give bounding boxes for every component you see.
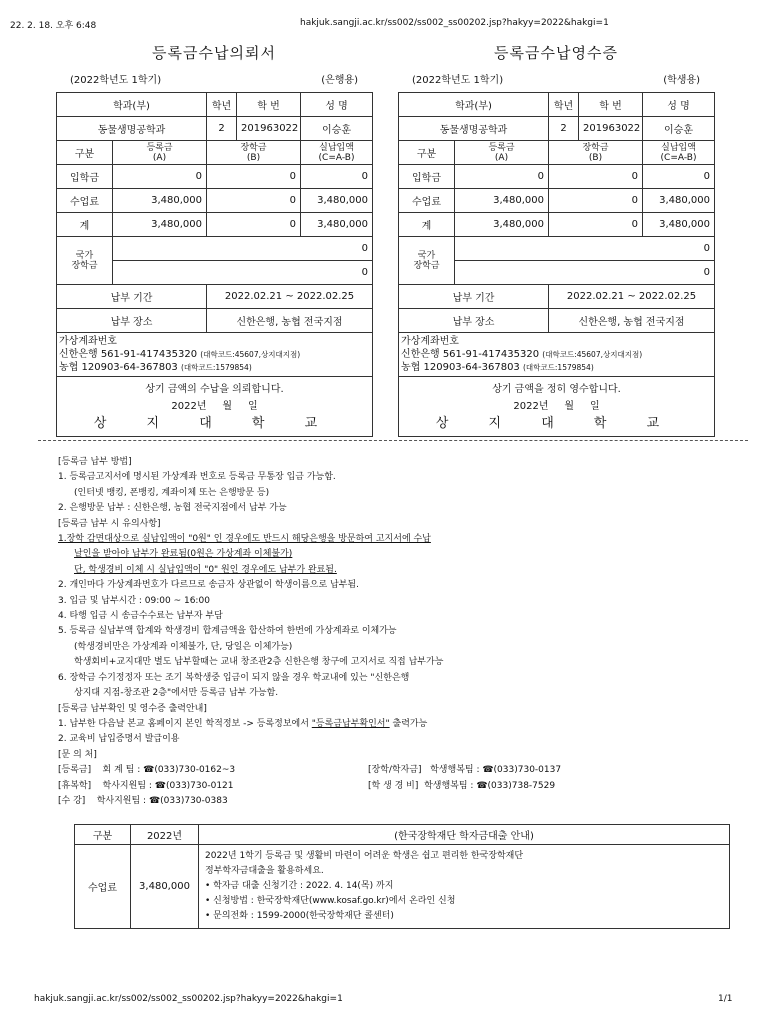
row-label: 수업료 (57, 189, 113, 213)
fee-amount: 3,480,000 (113, 213, 207, 237)
student-receipt (398, 42, 714, 437)
nh-account: 농협 120903-64-367803 (59, 362, 178, 373)
confirmation: 상기 금액의 수납을 의뢰합니다. 2022년 월 일 상 지 대 학 교 (57, 377, 373, 437)
header-scholarship: 장학금 (B) (549, 141, 643, 165)
slip-term: (2022학년도 1학기) (412, 75, 504, 86)
header-name: 성 명 (643, 93, 715, 117)
shinhan-account: 신한은행 561-91-417435320 (59, 349, 198, 360)
period-value: 2022.02.21 ~ 2022.02.25 (207, 285, 373, 309)
scholarship-amount: 0 (207, 189, 301, 213)
header-dept: 학과(부) (57, 93, 207, 117)
cut-line (38, 440, 748, 441)
notes-section: [등록금 납부 방법] 1. 등록금고지서에 명시된 가상계좌 번호로 등록금 무통장 입금 가능함. (인터넷 뱅킹, 폰뱅킹, 계좌이체 또는 은행방문 등) 2. 은행방문 납부 : 신한은행, 농협 전국지점에서 납부 가능 [등록금 납부 시 유의사항] 1.장학 감면대상으로 실납입액이 "0원" 인 경우에도 반드시 해당은행을 방문하여 고지서에 수납 날인을 받아야 납부가 완료됨(0원은 가상계좌 이체불가) 단, 학생경비 이체 시 실납입액이 "0" 원인 경우에도 납부가 완료됨. 2. 개인마다 가상계좌번호가 다르므로 송금자 상관없이 학생이름으로 납부됨. 3. 입금 및 납부시간 : 09:00 ~ 16:00 4. 타행 입금 시 송금수수료는 납부자 부담 5. 등록금 실납부액 합계와 학생경비 합계금액을 합산하여 한번에 가상계좌로 이체가능 (학생경비만은 가상계좌 이체불가, 단, 당일은 이체가능) 학생회비+교지대만 별도 납부할때는 교내 창조관2층 신한은행 창구에 고지서로 직접 납부가능 6. 장학금 수기정정자 또는 조기 복학생중 입금이 되지 않을 경우 학교내에 있는 "신한은행 상지대 지점-창조관 2층"에서만 등록금 납부 가능함. [등록금 납부확인 및 영수증 출력안내] 1. 납부한 다음날 본교 홈페이지 본인 학적정보 -> 등록정보에서 "등록금납부확인서" 출력가능 2. 교육비 납입증명서 발급이용 [문 의 처] [등록금] 회 계 팀 : ☎(033)730-0162~3 [장학/학자금] 학생행복팀 : ☎(033)730-0137 [휴복학] 학사지원팀 : ☎(033)730-0121 [학 생 경 비] 학생행복팀 : ☎(033)738-7529 [수 강] 학사지원팀 : ☎(033)730-0383 (58, 455, 718, 809)
row-label: 수업료 (399, 189, 455, 213)
student-id-value: 201963022 (579, 117, 643, 141)
header-dept: 학과(부) (399, 93, 549, 117)
payment-certificate-link: "등록금납부확인서" (311, 718, 390, 729)
fee-amount: 3,480,000 (455, 189, 549, 213)
name-value: 이승훈 (643, 117, 715, 141)
year-value: 2 (207, 117, 237, 141)
print-header-url: hakjuk.sangji.ac.kr/ss002/ss002_ss00202.jsp?hakyy=2022&hakgi=1 (300, 18, 609, 28)
scholarship-amount: 0 (549, 189, 643, 213)
loan-header-year: 2022년 (131, 825, 199, 845)
name-value: 이승훈 (301, 117, 373, 141)
payment-amount: 3,480,000 (301, 189, 373, 213)
national-scholarship-label: 국가 장학금 (57, 237, 113, 285)
period-label: 납부 기간 (399, 285, 549, 309)
header-name: 성 명 (301, 93, 373, 117)
slip-copy-type: (은행용) (321, 75, 358, 86)
header-payment: 실납입액 (C=A-B) (643, 141, 715, 165)
page-number: 1/1 (718, 994, 733, 1004)
national-scholarship-label: 국가 장학금 (399, 237, 455, 285)
period-label: 납부 기간 (57, 285, 207, 309)
payment-amount: 0 (301, 165, 373, 189)
header-id: 학 번 (237, 93, 301, 117)
contact-item: [장학/학자금] 학생행복팀 : ☎(033)730-0137 (368, 765, 562, 776)
fee-table (56, 92, 373, 437)
period-value: 2022.02.21 ~ 2022.02.25 (549, 285, 715, 309)
fee-amount: 0 (113, 165, 207, 189)
header-fee: 등록금 (A) (455, 141, 549, 165)
caution-title: [등록금 납부 시 유의사항] (58, 518, 161, 529)
slip-term: (2022학년도 1학기) (70, 75, 162, 86)
scholarship-amount: 0 (207, 213, 301, 237)
header-year: 학년 (549, 93, 579, 117)
payment-amount: 3,480,000 (301, 213, 373, 237)
national-scholarship-amount: 0 (113, 261, 373, 285)
loan-info-table (74, 824, 730, 929)
place-value: 신한은행, 농협 전국지점 (549, 309, 715, 333)
header-division: 구분 (57, 141, 113, 165)
dept-value: 동물생명공학과 (399, 117, 549, 141)
payment-amount: 3,480,000 (643, 189, 715, 213)
header-year: 학년 (207, 93, 237, 117)
header-division: 구분 (399, 141, 455, 165)
national-scholarship-amount: 0 (455, 261, 715, 285)
confirmation: 상기 금액을 정히 영수합니다. 2022년 월 일 상 지 대 학 교 (399, 377, 715, 437)
loan-header-division: 구분 (75, 825, 131, 845)
loan-notice: 2022년 1학기 등록금 및 생활비 마련이 어려운 학생은 쉽고 편리한 한국장학재단 정부학자금대출을 활용하세요. • 학자금 대출 신청기간 : 2022. 4. 14(목) 까지 • 신청방법 : 한국장학재단(www.kosaf.go.kr)에서 온라인 신청 • 문의전화 : 1599-2000(한국장학재단 콜센터) (199, 845, 730, 929)
loan-amount: 3,480,000 (131, 845, 199, 929)
national-scholarship-amount: 0 (455, 237, 715, 261)
header-payment: 실납입액 (C=A-B) (301, 141, 373, 165)
contact-item: [휴복학] 학사지원팀 : ☎(033)730-0121 (58, 780, 234, 791)
contact-item: [학 생 경 비] 학생행복팀 : ☎(033)738-7529 (368, 780, 556, 791)
contact-item: [수 강] 학사지원팀 : ☎(033)730-0383 (58, 795, 228, 806)
header-fee: 등록금 (A) (113, 141, 207, 165)
fee-amount: 0 (455, 165, 549, 189)
nh-account: 농협 120903-64-367803 (401, 362, 520, 373)
year-value: 2 (549, 117, 579, 141)
scholarship-amount: 0 (549, 213, 643, 237)
slip-copy-type: (학생용) (663, 75, 700, 86)
shinhan-account: 신한은행 561-91-417435320 (401, 349, 540, 360)
scholarship-amount: 0 (549, 165, 643, 189)
student-id-value: 201963022 (237, 117, 301, 141)
school-name: 상 지 대 학 교 (93, 416, 336, 431)
row-label: 입학금 (57, 165, 113, 189)
place-label: 납부 장소 (57, 309, 207, 333)
method-title: [등록금 납부 방법] (58, 457, 132, 467)
loan-header-info: (한국장학재단 학자금대출 안내) (199, 825, 730, 845)
school-name: 상 지 대 학 교 (435, 416, 678, 431)
fee-amount: 3,480,000 (455, 213, 549, 237)
contact-list (58, 763, 718, 809)
slip-title: 등록금수납의뢰서 (152, 44, 276, 62)
virtual-account: 가상계좌번호 신한은행 561-91-417435320 (대학코드:45607,상지대지점) 농협 120903-64-367803 (대학코드:1579854) (399, 333, 715, 377)
dept-value: 동물생명공학과 (57, 117, 207, 141)
print-footer-url: hakjuk.sangji.ac.kr/ss002/ss002_ss00202.jsp?hakyy=2022&hakgi=1 (34, 994, 343, 1004)
place-label: 납부 장소 (399, 309, 549, 333)
place-value: 신한은행, 농협 전국지점 (207, 309, 373, 333)
print-timestamp: 22. 2. 18. 오후 6:48 (10, 21, 97, 31)
row-label: 입학금 (399, 165, 455, 189)
header-id: 학 번 (579, 93, 643, 117)
slip-title: 등록금수납영수증 (494, 44, 618, 62)
print-title: [등록금 납부확인 및 영수증 출력안내] (58, 703, 207, 714)
payment-amount: 3,480,000 (643, 213, 715, 237)
bank-slip (56, 42, 372, 437)
payment-amount: 0 (643, 165, 715, 189)
national-scholarship-amount: 0 (113, 237, 373, 261)
loan-row-label: 수업료 (75, 845, 131, 929)
contact-title: [문 의 처] (58, 749, 97, 760)
row-label: 계 (399, 213, 455, 237)
scholarship-amount: 0 (207, 165, 301, 189)
row-label: 계 (57, 213, 113, 237)
contact-item: [등록금] 회 계 팀 : ☎(033)730-0162~3 (58, 765, 236, 776)
virtual-account: 가상계좌번호 신한은행 561-91-417435320 (대학코드:45607,상지대지점) 농협 120903-64-367803 (대학코드:1579854) (57, 333, 373, 377)
fee-amount: 3,480,000 (113, 189, 207, 213)
fee-table (398, 92, 715, 437)
header-scholarship: 장학금 (B) (207, 141, 301, 165)
